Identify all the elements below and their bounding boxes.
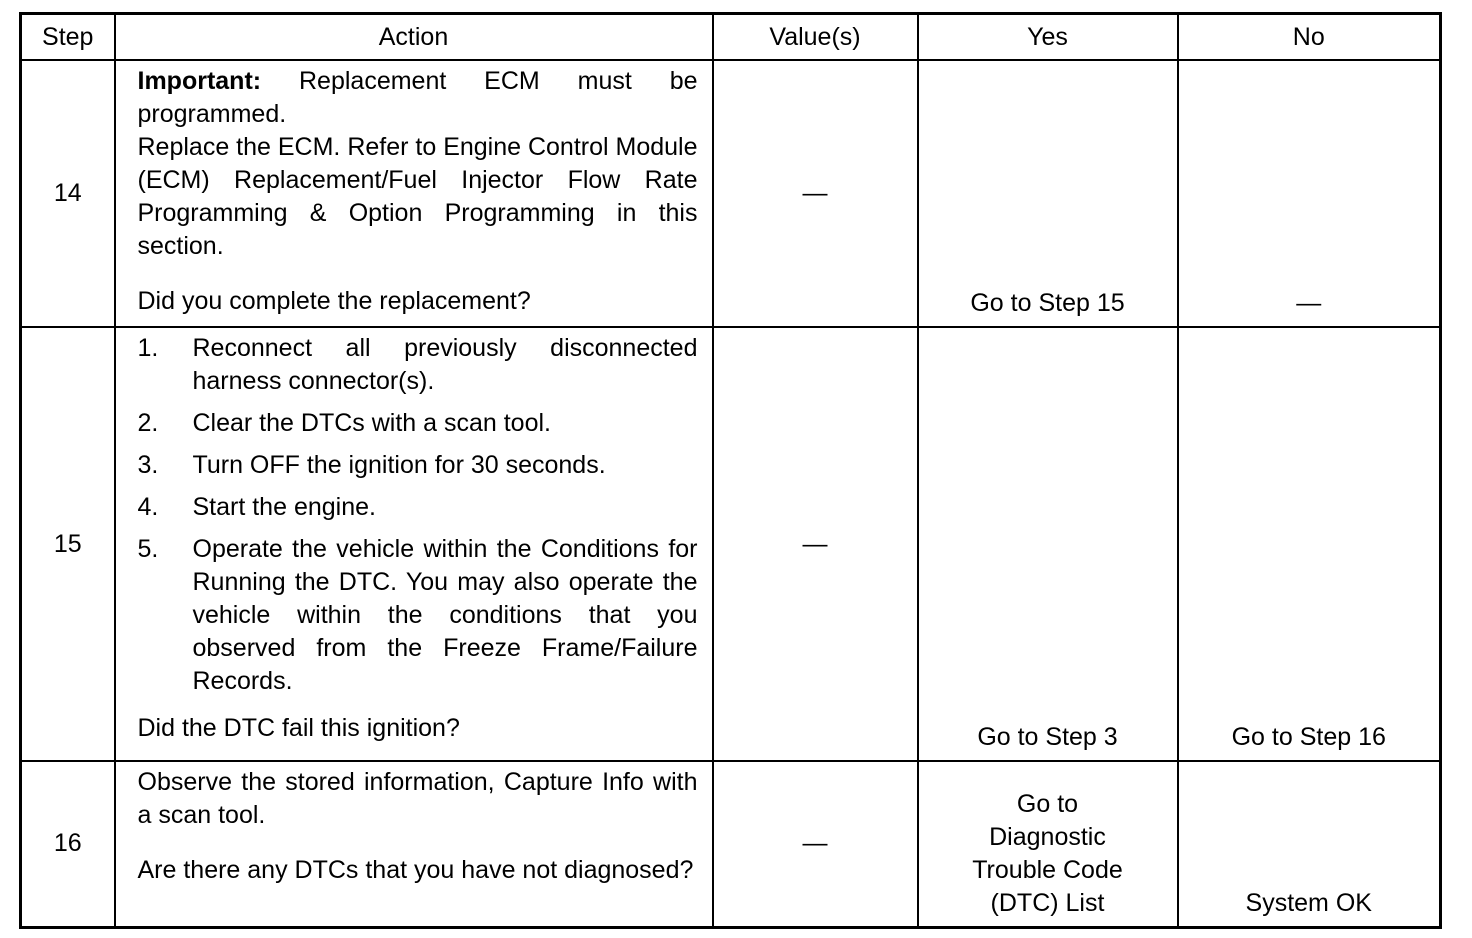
- action-question: Did the DTC fail this ignition?: [137, 714, 460, 742]
- list-item-text: Start the engine.: [192, 493, 376, 521]
- step-number: 16: [21, 761, 115, 927]
- step-number: 15: [21, 327, 115, 761]
- list-item-number: 1.: [137, 334, 159, 362]
- action-text: Observe the stored information, Capture Info with a scan tool.: [137, 768, 698, 829]
- value-cell: —: [713, 60, 918, 327]
- list-item-text: Clear the DTCs with a scan tool.: [192, 409, 551, 437]
- list-item: [138, 449, 698, 482]
- table-row-step-14: [21, 60, 1441, 327]
- list-item-text: Reconnect all previously disconnected harness connector(s).: [192, 334, 698, 395]
- list-item-text: Turn OFF the ignition for 30 seconds.: [192, 451, 606, 479]
- header-no: No: [1178, 14, 1441, 61]
- list-item-number: 2.: [137, 409, 159, 437]
- list-item: [138, 332, 698, 398]
- action-cell: [115, 60, 713, 327]
- list-item-text: Operate the vehicle within the Conditions for Running the DTC. You may also operate the vehicle within the conditions that you observed from the Freeze Frame/Failure Records.: [192, 535, 698, 695]
- important-text: Replacement ECM must be programmed.: [137, 67, 698, 128]
- table-row-step-16: [21, 761, 1441, 927]
- procedure-list: [138, 332, 698, 698]
- header-yes: Yes: [918, 14, 1178, 61]
- header-step: Step: [21, 14, 115, 61]
- action-question: Are there any DTCs that you have not diagnosed?: [137, 856, 694, 884]
- yes-cell: Go to Diagnostic Trouble Code (DTC) List: [918, 761, 1178, 927]
- action-cell: [115, 327, 713, 761]
- step-number: 14: [21, 60, 115, 327]
- no-cell: —: [1178, 60, 1441, 327]
- header-row: [21, 14, 1441, 61]
- no-cell: System OK: [1178, 761, 1441, 927]
- header-values: Value(s): [713, 14, 918, 61]
- list-item: [138, 407, 698, 440]
- no-cell: Go to Step 16: [1178, 327, 1441, 761]
- list-item: [138, 533, 698, 698]
- action-cell: [115, 761, 713, 927]
- action-text: Replace the ECM. Refer to Engine Control Module (ECM) Replacement/Fuel Injector Flow Rate Programming & Option Programming in this section.: [137, 133, 698, 260]
- action-question: Did you complete the replacement?: [137, 287, 531, 315]
- list-item-number: 4.: [137, 493, 159, 521]
- important-note: [138, 65, 698, 131]
- value-cell: —: [713, 761, 918, 927]
- header-action: Action: [115, 14, 713, 61]
- important-label: Important:: [137, 67, 262, 95]
- table-row-step-15: [21, 327, 1441, 761]
- yes-cell: Go to Step 15: [918, 60, 1178, 327]
- list-item-number: 5.: [137, 535, 159, 563]
- list-item-number: 3.: [137, 451, 159, 479]
- yes-cell: Go to Step 3: [918, 327, 1178, 761]
- value-cell: —: [713, 327, 918, 761]
- list-item: [138, 491, 698, 524]
- diagnostic-table: [19, 12, 1442, 929]
